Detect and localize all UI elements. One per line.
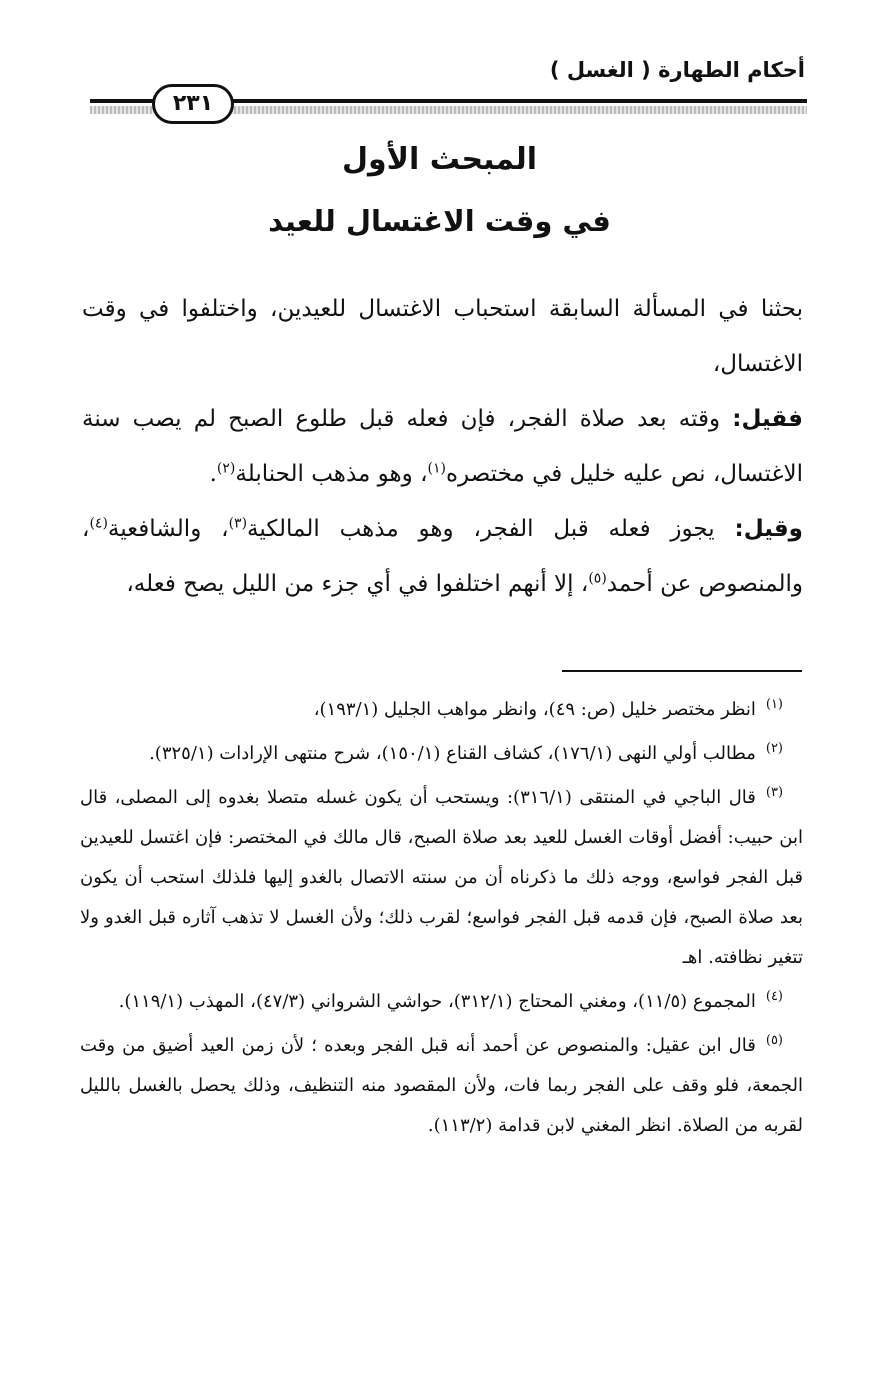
footnote-number: (٥) — [765, 1033, 783, 1048]
paragraph-2-text-a: وقته بعد صلاة الفجر، فإن فعله قبل طلوع الصبح لم يصب سنة الاغتسال، نص عليه خليل في مختصره — [82, 406, 803, 487]
footnote-text: انظر مختصر خليل (ص: ٤٩)، وانظر مواهب الجليل (١٩٣/١)، — [313, 699, 756, 720]
main-text — [82, 282, 803, 612]
footnote-text: قال ابن عقيل: والمنصوص عن أحمد أنه قبل الفجر وبعده ؛ لأن زمن العيد أضيق من وقت الجمعة، فلو وقف على الفجر ربما فات، ولأن المقصود منه التنظيف، وذلك يحصل بالغسل بالليل لقربه من الصلاة. انظر المغني لابن قدامة (١١٣/٢). — [80, 1035, 803, 1136]
footnote-ref-1: (١) — [427, 460, 446, 477]
footnote-text: المجموع (١١/٥)، ومغني المحتاج (٣١٢/١)، حواشي الشرواني (٤٧/٣)، المهذب (١١٩/١). — [118, 991, 756, 1012]
footnote-number: (٣) — [765, 785, 784, 800]
paragraph-3-text-b: ، والشافعية — [107, 516, 229, 542]
footnotes — [80, 690, 803, 1150]
footnote-1 — [80, 690, 803, 730]
section-subtitle: في وقت الاغتسال للعيد — [268, 204, 611, 238]
paragraph-3-text-a: يجوز فعله قبل الفجر، وهو مذهب المالكية — [247, 516, 735, 542]
footnote-ref-5: (٥) — [588, 570, 607, 587]
footnote-separator — [562, 670, 802, 672]
paragraph-3 — [82, 502, 803, 612]
footnote-text: مطالب أولي النهى (١٧٦/١)، كشاف القناع (١٥٠/١)، شرح منتهى الإرادات (٣٢٥/١). — [149, 743, 756, 764]
page-number: ٢٣١ — [152, 84, 234, 124]
footnote-ref-2: (٢) — [216, 460, 236, 477]
footnote-ref-4: (٤) — [89, 515, 108, 532]
footnote-text: قال الباجي في المنتقى (٣١٦/١): ويستحب أن يكون غسله متصلا بغدوه إلى المصلى، قال ابن حبيب: أفضل أوقات الغسل للعيد بعد صلاة الصبح، قال مالك في المختصر: فإن اغتسل للعيدين قبل الفجر فواسع، ووجه ذلك ما ذكرناه أن من سنته الاتصال بالغدو إليها فلذلك استحب أن يكون بعد صلاة الصبح، فإن قدمه قبل الفجر فواسع؛ لقرب ذلك؛ ولأن الغسل لا تذهب آثاره قبل الغدو ولا تتغير نظافته. اهـ — [80, 787, 803, 968]
paragraph-3-text-c: ، والمنصوص عن أحمد — [82, 516, 803, 597]
paragraph-3-lead: وقيل: — [734, 516, 803, 542]
footnote-5 — [80, 1026, 803, 1146]
paragraph-2-text-c: . — [209, 461, 217, 487]
footnote-2 — [80, 734, 803, 774]
footnote-ref-3: (٣) — [228, 515, 248, 532]
section-title: المبحث الأول — [341, 142, 538, 177]
paragraph-2 — [82, 392, 803, 502]
footnote-number: (٤) — [765, 989, 783, 1004]
footnote-3 — [80, 778, 803, 978]
running-header: أحكام الطهارة ( الغسل ) — [549, 58, 805, 82]
paragraph-2-text-b: ، وهو مذهب الحنابلة — [235, 461, 428, 487]
paragraph-1: بحثنا في المسألة السابقة استحباب الاغتسال للعيدين، واختلفوا في وقت الاغتسال، — [82, 296, 803, 377]
footnote-number: (٢) — [765, 741, 783, 756]
footnote-4 — [80, 982, 803, 1022]
paragraph-2-lead: فقيل: — [732, 406, 803, 432]
footnote-number: (١) — [765, 697, 783, 712]
paragraph-3-text-d: ، إلا أنهم اختلفوا في أي جزء من الليل يصح فعله، — [126, 571, 589, 597]
